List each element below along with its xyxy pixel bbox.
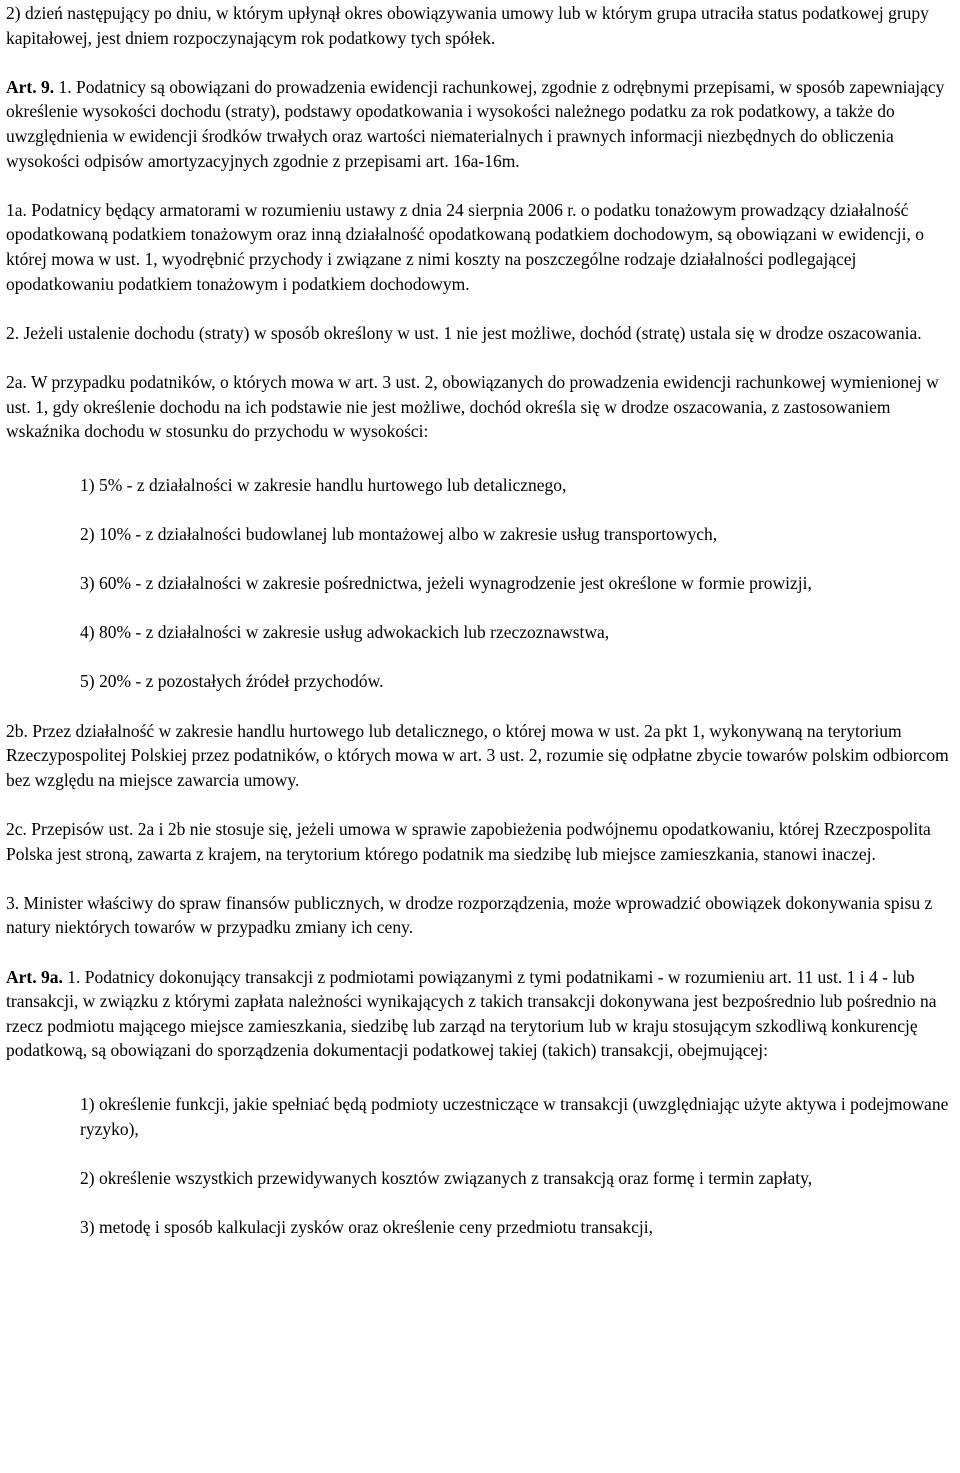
paragraph-ust-2b: 2b. Przez działalność w zakresie handlu hurtowego lub detalicznego, o której mowa w ust. 2a pkt 1, wykonywaną na terytorium Rzeczypospolitej Polskiej przez podatników, o których mowa w art. 3 ust. 2, rozumie się odpłatne zbycie towarów polskim odbiorcom bez względu na miejsce zawarcia umowy. (6, 720, 949, 790)
paragraph-ust-2a (6, 370, 958, 444)
article-heading: Art. 9a. (6, 966, 63, 987)
paragraph-ust-3: 3. Minister właściwy do spraw finansów publicznych, w drodze rozporządzenia, może wprowadzić obowiązek dokonywania spisu z natury niektórych towarów w przypadku zmiany ich ceny. (6, 892, 933, 938)
list-item: 1) określenie funkcji, jakie spełniać będą podmioty uczestniczące w transakcji (uwzględniając użyte aktywa i podejmowane ryzyko), (80, 1093, 949, 1139)
list-item: 2) 10% - z działalności budowlanej lub montażowej albo w zakresie usług transportowych, (80, 523, 718, 544)
list-item: 4) 80% - z działalności w zakresie usług adwokackich lub rzeczoznawstwa, (80, 622, 610, 643)
list-item: 1) 5% - z działalności w zakresie handlu hurtowego lub detalicznego, (80, 474, 567, 495)
list-item: 2) określenie wszystkich przewidywanych kosztów związanych z transakcją oraz formę i termin zapłaty, (80, 1167, 813, 1188)
list-item: 5) 20% - z pozostałych źródeł przychodów. (80, 671, 384, 692)
paragraph-ust-2 (6, 321, 958, 346)
paragraph-text: 2. Jeżeli ustalenie dochodu (straty) w sposób określony w ust. 1 nie jest możliwe, dochód (stratę) ustala się w drodze oszacowania. (6, 322, 922, 343)
paragraph-art-9a-ust-1 (6, 965, 958, 1063)
list-item: 3) 60% - z działalności w zakresie pośrednictwa, jeżeli wynagrodzenie jest określone w formie prowizji, (80, 573, 812, 594)
article-heading: Art. 9. (6, 76, 55, 97)
paragraph-text: 1a. Podatnicy będący armatorami w rozumieniu ustawy z dnia 24 sierpnia 2006 r. o podatku tonażowym prowadzący działalność opodatkowaną podatkiem tonażowym oraz inną działalność opodatkowaną podatkiem dochodowym, są obowiązani w ewidencji, o której mowa w ust. 1, wyodrębnić przychody i związane z nimi koszty na poszczególne rodzaje działalności podlegającej opodatkowaniu podatkiem tonażowym i podatkiem dochodowym. (6, 199, 924, 294)
paragraph-text: 2) dzień następujący po dniu, w którym upłynął okres obowiązywania umowy lub w którym grupa utraciła status podatkowej grupy kapitałowej, jest dniem rozpoczynającym rok podatkowy tych spółek. (6, 3, 929, 48)
list-item: 3) metodę i sposób kalkulacji zysków oraz określenie ceny przedmiotu transakcji, (80, 1216, 653, 1237)
paragraph-text: 1. Podatnicy dokonujący transakcji z podmiotami powiązanymi z tymi podatnikami - w rozumieniu art. 11 ust. 1 i 4 - lub transakcji, w związku z którymi zapłata należności wynikających z takich transakcji dokonywana jest bezpośrednio lub pośrednio na rzecz podmiotu mającego miejsce zamieszkania, siedzibę lub zarząd na terytorium lub w kraju stosującym szkodliwą konkurencję podatkową, są obowiązani do sporządzenia dokumentacji podatkowej takiej (takich) transakcji, obejmującej: (6, 966, 937, 1061)
paragraph-text: 1. Podatnicy są obowiązani do prowadzenia ewidencji rachunkowej, zgodnie z odrębnymi przepisami, w sposób zapewniający określenie wysokości dochodu (straty), podstawy opodatkowania i wysokości należnego podatku za rok podatkowy, a także do uwzględnienia w ewidencji środków trwałych oraz wartości niematerialnych i prawnych informacji niezbędnych do obliczenia wysokości odpisów amortyzacyjnych zgodnie z przepisami art. 16a-16m. (6, 76, 945, 171)
paragraph-closing-item-2 (6, 1, 958, 50)
paragraph-ust-2c: 2c. Przepisów ust. 2a i 2b nie stosuje się, jeżeli umowa w sprawie zapobieżenia podwójnemu opodatkowaniu, której Rzeczpospolita Polska jest stroną, zawarta z krajem, na terytorium którego podatnik ma siedzibę lub miejsce zamieszkania, stanowi inaczej. (6, 819, 931, 864)
paragraph-art-9-ust-1 (6, 75, 958, 173)
paragraph-text: 2a. W przypadku podatników, o których mowa w art. 3 ust. 2, obowiązanych do prowadzenia ewidencji rachunkowej wymienionej w ust. 1, gdy określenie dochodu na ich podstawie nie jest możliwe, dochód określa się w drodze oszacowania, z zastosowaniem wskaźnika dochodu w stosunku do przychodu w wysokości: (6, 371, 939, 442)
paragraph-ust-1a (6, 198, 958, 296)
